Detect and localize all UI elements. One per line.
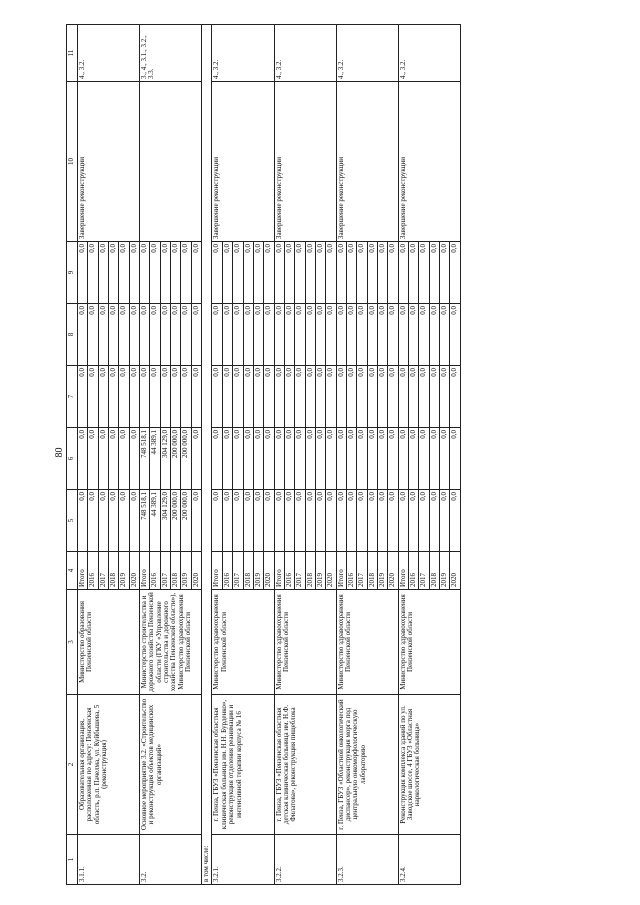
year-cell: Итого bbox=[274, 552, 284, 590]
amount-cell: 0,0 bbox=[88, 428, 98, 490]
column-number-4: 4 bbox=[67, 552, 78, 590]
amount-cell: 0,0 bbox=[295, 242, 305, 304]
amount-cell: 0,0 bbox=[191, 366, 201, 428]
amount-cell: 0,0 bbox=[191, 428, 201, 490]
amount-cell: 0,0 bbox=[398, 366, 408, 428]
amount-cell: 0,0 bbox=[295, 490, 305, 552]
amount-cell: 0,0 bbox=[336, 366, 346, 428]
amount-cell: 0,0 bbox=[264, 304, 274, 366]
amount-cell: 0,0 bbox=[377, 366, 387, 428]
executor-name: Министерство здравоохранения Пензенской области bbox=[274, 590, 336, 695]
executor-name: Министерство здравоохранения Пензенской области bbox=[398, 590, 460, 695]
amount-cell: 0,0 bbox=[429, 490, 439, 552]
amount-cell: 0,0 bbox=[377, 490, 387, 552]
amount-cell: 0,0 bbox=[150, 242, 160, 304]
amount-cell: 0,0 bbox=[109, 366, 119, 428]
page-number: 80 bbox=[54, 447, 65, 458]
measure-name: Реконструкция комплекса зданий по ул. Заводское шоссе, 4 ГБУЗ «Областная наркологическая больница» bbox=[398, 695, 460, 835]
executor-name: Министерство образования Пензенской области bbox=[78, 590, 140, 695]
amount-cell: 0,0 bbox=[367, 490, 377, 552]
amount-cell: 0,0 bbox=[336, 490, 346, 552]
amount-cell: 0,0 bbox=[129, 366, 139, 428]
amount-cell: 0,0 bbox=[450, 242, 460, 304]
amount-cell: 748 518,1 bbox=[140, 428, 150, 490]
indicator-reference: 4., 3.2. bbox=[398, 25, 460, 82]
year-cell: 2019 bbox=[181, 552, 191, 590]
year-cell: 2020 bbox=[388, 552, 398, 590]
amount-cell: 0,0 bbox=[264, 366, 274, 428]
amount-cell: 0,0 bbox=[367, 304, 377, 366]
amount-cell: 0,0 bbox=[171, 366, 181, 428]
expected-result bbox=[140, 82, 202, 242]
year-cell: 2016 bbox=[222, 552, 232, 590]
amount-cell: 0,0 bbox=[88, 490, 98, 552]
table-row bbox=[140, 25, 150, 885]
column-number-5: 5 bbox=[67, 490, 78, 552]
amount-cell: 0,0 bbox=[419, 428, 429, 490]
executor-name: Министерство здравоохранения Пензенской области bbox=[212, 590, 274, 695]
row-number: 3.2.2. bbox=[274, 835, 336, 885]
table-row bbox=[78, 25, 88, 885]
year-cell: 2019 bbox=[253, 552, 263, 590]
amount-cell: 0,0 bbox=[253, 366, 263, 428]
amount-cell: 0,0 bbox=[274, 490, 284, 552]
amount-cell: 0,0 bbox=[440, 490, 450, 552]
amount-cell: 0,0 bbox=[160, 242, 170, 304]
amount-cell: 0,0 bbox=[274, 242, 284, 304]
amount-cell: 0,0 bbox=[88, 366, 98, 428]
amount-cell: 0,0 bbox=[233, 490, 243, 552]
year-cell: 2017 bbox=[233, 552, 243, 590]
row-number: 3.2.3. bbox=[336, 835, 398, 885]
row-number: 3.1.1. bbox=[78, 835, 140, 885]
amount-cell: 0,0 bbox=[357, 366, 367, 428]
measure-name: г. Пенза, ГБУЗ «Областной онкологический диспансер», реконструкция морга под центральную онкоморфологическую лабораторию bbox=[336, 695, 398, 835]
amount-cell: 0,0 bbox=[377, 242, 387, 304]
amount-cell: 44 389,1 bbox=[150, 428, 160, 490]
amount-cell: 0,0 bbox=[377, 304, 387, 366]
indicator-reference: 4., 3.2. bbox=[274, 25, 336, 82]
amount-cell: 0,0 bbox=[253, 304, 263, 366]
amount-cell: 0,0 bbox=[233, 304, 243, 366]
row-number: 3.2.4. bbox=[398, 835, 460, 885]
amount-cell: 0,0 bbox=[284, 304, 294, 366]
amount-cell: 0,0 bbox=[109, 242, 119, 304]
expected-result: Завершение реконструкции bbox=[274, 82, 336, 242]
measure-name: г. Пенза, ГБУЗ «Пензенская областная детская клиническая больница им. Н.Ф. Филатова», реконструкция пищеблока bbox=[274, 695, 336, 835]
subtitle-row bbox=[202, 25, 212, 885]
amount-cell: 0,0 bbox=[78, 490, 88, 552]
amount-cell: 0,0 bbox=[191, 242, 201, 304]
amount-cell: 0,0 bbox=[150, 366, 160, 428]
amount-cell: 0,0 bbox=[346, 242, 356, 304]
amount-cell: 0,0 bbox=[409, 304, 419, 366]
amount-cell: 304 129,0 bbox=[160, 428, 170, 490]
amount-cell: 0,0 bbox=[150, 304, 160, 366]
column-number-3: 3 bbox=[67, 590, 78, 695]
amount-cell: 0,0 bbox=[450, 366, 460, 428]
column-number-9: 9 bbox=[67, 242, 78, 304]
table-row bbox=[212, 25, 222, 885]
amount-cell: 0,0 bbox=[450, 304, 460, 366]
year-cell: 2016 bbox=[284, 552, 294, 590]
amount-cell: 0,0 bbox=[78, 304, 88, 366]
amount-cell: 0,0 bbox=[119, 304, 129, 366]
amount-cell: 0,0 bbox=[409, 366, 419, 428]
amount-cell: 0,0 bbox=[346, 366, 356, 428]
amount-cell: 0,0 bbox=[160, 304, 170, 366]
amount-cell: 0,0 bbox=[253, 242, 263, 304]
amount-cell: 0,0 bbox=[129, 490, 139, 552]
amount-cell: 0,0 bbox=[243, 242, 253, 304]
amount-cell: 0,0 bbox=[440, 304, 450, 366]
amount-cell: 0,0 bbox=[284, 242, 294, 304]
table-row bbox=[398, 25, 408, 885]
amount-cell: 0,0 bbox=[222, 428, 232, 490]
amount-cell: 0,0 bbox=[78, 242, 88, 304]
amount-cell: 0,0 bbox=[419, 366, 429, 428]
table-row bbox=[274, 25, 284, 885]
amount-cell: 0,0 bbox=[440, 242, 450, 304]
amount-cell: 0,0 bbox=[326, 428, 336, 490]
amount-cell: 0,0 bbox=[315, 304, 325, 366]
expected-result: Завершение реконструкции bbox=[78, 82, 140, 242]
amount-cell: 0,0 bbox=[274, 304, 284, 366]
amount-cell: 0,0 bbox=[305, 304, 315, 366]
amount-cell: 0,0 bbox=[326, 242, 336, 304]
amount-cell: 0,0 bbox=[222, 242, 232, 304]
amount-cell: 0,0 bbox=[88, 304, 98, 366]
amount-cell: 0,0 bbox=[222, 490, 232, 552]
year-cell: 2018 bbox=[109, 552, 119, 590]
amount-cell: 0,0 bbox=[305, 428, 315, 490]
amount-cell: 0,0 bbox=[119, 428, 129, 490]
executor-name: Министерство здравоохранения Пензенской области bbox=[336, 590, 398, 695]
amount-cell: 0,0 bbox=[129, 304, 139, 366]
year-cell: 2019 bbox=[440, 552, 450, 590]
year-cell: Итого bbox=[78, 552, 88, 590]
amount-cell: 0,0 bbox=[243, 428, 253, 490]
amount-cell: 0,0 bbox=[264, 428, 274, 490]
column-number-11: 11 bbox=[67, 25, 78, 82]
amount-cell: 0,0 bbox=[409, 490, 419, 552]
amount-cell: 0,0 bbox=[305, 366, 315, 428]
year-cell: Итого bbox=[398, 552, 408, 590]
year-cell: 2020 bbox=[129, 552, 139, 590]
measure-name: Основное мероприятие 3.2. «Строительство и реконструкция объектов медицинских организаций» bbox=[140, 695, 202, 835]
year-cell: 2019 bbox=[315, 552, 325, 590]
amount-cell: 0,0 bbox=[388, 490, 398, 552]
amount-cell: 0,0 bbox=[98, 304, 108, 366]
amount-cell: 0,0 bbox=[274, 428, 284, 490]
amount-cell: 0,0 bbox=[284, 366, 294, 428]
amount-cell: 0,0 bbox=[357, 304, 367, 366]
year-cell: 2020 bbox=[326, 552, 336, 590]
amount-cell: 0,0 bbox=[119, 366, 129, 428]
expected-result: Завершение реконструкции bbox=[336, 82, 398, 242]
amount-cell: 0,0 bbox=[264, 242, 274, 304]
amount-cell: 0,0 bbox=[357, 490, 367, 552]
amount-cell: 0,0 bbox=[388, 304, 398, 366]
amount-cell: 0,0 bbox=[346, 490, 356, 552]
amount-cell: 0,0 bbox=[398, 428, 408, 490]
amount-cell: 0,0 bbox=[398, 304, 408, 366]
indicator-reference: 4., 3.2. bbox=[78, 25, 140, 82]
executor-name: Министерство строительства и дорожного хозяйства Пензенской области (ГКУ «Управление строительства и дорожного хозяйства Пензенской области»), Министерство здравоохранения Пензенской области bbox=[140, 590, 202, 695]
year-cell: 2018 bbox=[429, 552, 439, 590]
amount-cell: 0,0 bbox=[326, 490, 336, 552]
amount-cell: 0,0 bbox=[233, 242, 243, 304]
table-row bbox=[336, 25, 346, 885]
amount-cell: 0,0 bbox=[419, 242, 429, 304]
amount-cell: 0,0 bbox=[315, 366, 325, 428]
year-cell: 2017 bbox=[160, 552, 170, 590]
column-number-2: 2 bbox=[67, 695, 78, 835]
amount-cell: 0,0 bbox=[212, 428, 222, 490]
amount-cell: 0,0 bbox=[326, 366, 336, 428]
program-table bbox=[66, 24, 461, 885]
amount-cell: 0,0 bbox=[243, 304, 253, 366]
amount-cell: 200 000,0 bbox=[181, 428, 191, 490]
amount-cell: 0,0 bbox=[181, 242, 191, 304]
amount-cell: 0,0 bbox=[419, 304, 429, 366]
row-number: 3.2.1. bbox=[212, 835, 274, 885]
amount-cell: 0,0 bbox=[171, 242, 181, 304]
amount-cell: 0,0 bbox=[181, 304, 191, 366]
year-cell: 2016 bbox=[88, 552, 98, 590]
amount-cell: 0,0 bbox=[409, 428, 419, 490]
amount-cell: 0,0 bbox=[284, 490, 294, 552]
amount-cell: 0,0 bbox=[98, 366, 108, 428]
amount-cell: 0,0 bbox=[429, 242, 439, 304]
amount-cell: 0,0 bbox=[233, 366, 243, 428]
amount-cell: 0,0 bbox=[129, 242, 139, 304]
amount-cell: 0,0 bbox=[212, 242, 222, 304]
amount-cell: 0,0 bbox=[388, 242, 398, 304]
amount-cell: 200 000,0 bbox=[181, 490, 191, 552]
amount-cell: 0,0 bbox=[450, 428, 460, 490]
amount-cell: 748 518,1 bbox=[140, 490, 150, 552]
year-cell: 2016 bbox=[150, 552, 160, 590]
year-cell: 2018 bbox=[171, 552, 181, 590]
amount-cell: 0,0 bbox=[88, 242, 98, 304]
amount-cell: 0,0 bbox=[440, 366, 450, 428]
indicator-reference: 4., 3.2. bbox=[212, 25, 274, 82]
amount-cell: 0,0 bbox=[429, 366, 439, 428]
amount-cell: 200 000,0 bbox=[171, 490, 181, 552]
amount-cell: 0,0 bbox=[429, 428, 439, 490]
column-number-row bbox=[67, 25, 78, 885]
amount-cell: 0,0 bbox=[98, 242, 108, 304]
amount-cell: 0,0 bbox=[98, 428, 108, 490]
year-cell: Итого bbox=[140, 552, 150, 590]
amount-cell: 0,0 bbox=[274, 366, 284, 428]
amount-cell: 0,0 bbox=[191, 304, 201, 366]
amount-cell: 0,0 bbox=[212, 366, 222, 428]
year-cell: 2018 bbox=[367, 552, 377, 590]
amount-cell: 0,0 bbox=[357, 242, 367, 304]
year-cell: 2018 bbox=[243, 552, 253, 590]
amount-cell: 0,0 bbox=[388, 366, 398, 428]
year-cell: Итого bbox=[336, 552, 346, 590]
amount-cell: 0,0 bbox=[398, 242, 408, 304]
amount-cell: 0,0 bbox=[346, 304, 356, 366]
amount-cell: 0,0 bbox=[367, 428, 377, 490]
amount-cell: 0,0 bbox=[295, 428, 305, 490]
year-cell: 2017 bbox=[357, 552, 367, 590]
year-cell: 2020 bbox=[450, 552, 460, 590]
year-cell: 2017 bbox=[419, 552, 429, 590]
row-number: 3.2. bbox=[140, 835, 202, 885]
column-number-7: 7 bbox=[67, 366, 78, 428]
indicator-reference: 3., 4., 3.1., 3.2., 3.3. bbox=[140, 25, 202, 82]
amount-cell: 0,0 bbox=[305, 242, 315, 304]
year-cell: 2017 bbox=[295, 552, 305, 590]
amount-cell: 0,0 bbox=[191, 490, 201, 552]
amount-cell: 0,0 bbox=[253, 428, 263, 490]
expected-result: Завершение реконструкции bbox=[212, 82, 274, 242]
year-cell: 2020 bbox=[264, 552, 274, 590]
year-cell: Итого bbox=[212, 552, 222, 590]
amount-cell: 44 389,1 bbox=[150, 490, 160, 552]
amount-cell: 0,0 bbox=[129, 428, 139, 490]
amount-cell: 0,0 bbox=[315, 242, 325, 304]
amount-cell: 0,0 bbox=[233, 428, 243, 490]
amount-cell: 0,0 bbox=[264, 490, 274, 552]
amount-cell: 200 000,0 bbox=[171, 428, 181, 490]
amount-cell: 0,0 bbox=[119, 242, 129, 304]
amount-cell: 0,0 bbox=[140, 304, 150, 366]
amount-cell: 0,0 bbox=[78, 428, 88, 490]
amount-cell: 0,0 bbox=[419, 490, 429, 552]
amount-cell: 0,0 bbox=[357, 428, 367, 490]
amount-cell: 0,0 bbox=[78, 366, 88, 428]
amount-cell: 0,0 bbox=[336, 304, 346, 366]
amount-cell: 0,0 bbox=[253, 490, 263, 552]
amount-cell: 0,0 bbox=[367, 242, 377, 304]
column-number-8: 8 bbox=[67, 304, 78, 366]
amount-cell: 0,0 bbox=[109, 304, 119, 366]
amount-cell: 0,0 bbox=[440, 428, 450, 490]
amount-cell: 304 129,0 bbox=[160, 490, 170, 552]
measure-name: Образовательная организация, расположенная по адресу: Пензенская область, р.п. Пачелма, ул. Куйбышева, 5 (реконструкция) bbox=[78, 695, 140, 835]
measure-name: г. Пенза, ГБУЗ «Пензенская областная клиническая больница им. Н.Н. Бурденко», реконструкция отделения реанимации и интенсивной терапии корпуса № 16 bbox=[212, 695, 274, 835]
amount-cell: 0,0 bbox=[160, 366, 170, 428]
year-cell: 2020 bbox=[191, 552, 201, 590]
amount-cell: 0,0 bbox=[336, 242, 346, 304]
amount-cell: 0,0 bbox=[295, 304, 305, 366]
year-cell: 2018 bbox=[305, 552, 315, 590]
amount-cell: 0,0 bbox=[409, 242, 419, 304]
amount-cell: 0,0 bbox=[181, 366, 191, 428]
amount-cell: 0,0 bbox=[212, 304, 222, 366]
column-number-10: 10 bbox=[67, 82, 78, 242]
expected-result: Завершение реконструкции bbox=[398, 82, 460, 242]
amount-cell: 0,0 bbox=[336, 428, 346, 490]
amount-cell: 0,0 bbox=[222, 304, 232, 366]
amount-cell: 0,0 bbox=[284, 428, 294, 490]
amount-cell: 0,0 bbox=[243, 490, 253, 552]
amount-cell: 0,0 bbox=[295, 366, 305, 428]
amount-cell: 0,0 bbox=[450, 490, 460, 552]
year-cell: 2019 bbox=[377, 552, 387, 590]
amount-cell: 0,0 bbox=[171, 304, 181, 366]
year-cell: 2017 bbox=[98, 552, 108, 590]
year-cell: 2019 bbox=[119, 552, 129, 590]
amount-cell: 0,0 bbox=[346, 428, 356, 490]
amount-cell: 0,0 bbox=[429, 304, 439, 366]
column-number-1: 1 bbox=[67, 835, 78, 885]
amount-cell: 0,0 bbox=[98, 490, 108, 552]
amount-cell: 0,0 bbox=[377, 428, 387, 490]
amount-cell: 0,0 bbox=[109, 428, 119, 490]
amount-cell: 0,0 bbox=[119, 490, 129, 552]
subtitle-text: в том числе: bbox=[202, 25, 212, 885]
amount-cell: 0,0 bbox=[367, 366, 377, 428]
amount-cell: 0,0 bbox=[305, 490, 315, 552]
amount-cell: 0,0 bbox=[315, 428, 325, 490]
amount-cell: 0,0 bbox=[398, 490, 408, 552]
year-cell: 2016 bbox=[409, 552, 419, 590]
amount-cell: 0,0 bbox=[326, 304, 336, 366]
year-cell: 2016 bbox=[346, 552, 356, 590]
indicator-reference: 4., 3.2. bbox=[336, 25, 398, 82]
amount-cell: 0,0 bbox=[388, 428, 398, 490]
amount-cell: 0,0 bbox=[109, 490, 119, 552]
amount-cell: 0,0 bbox=[222, 366, 232, 428]
amount-cell: 0,0 bbox=[315, 490, 325, 552]
amount-cell: 0,0 bbox=[140, 242, 150, 304]
amount-cell: 0,0 bbox=[243, 366, 253, 428]
amount-cell: 0,0 bbox=[212, 490, 222, 552]
amount-cell: 0,0 bbox=[140, 366, 150, 428]
column-number-6: 6 bbox=[67, 428, 78, 490]
